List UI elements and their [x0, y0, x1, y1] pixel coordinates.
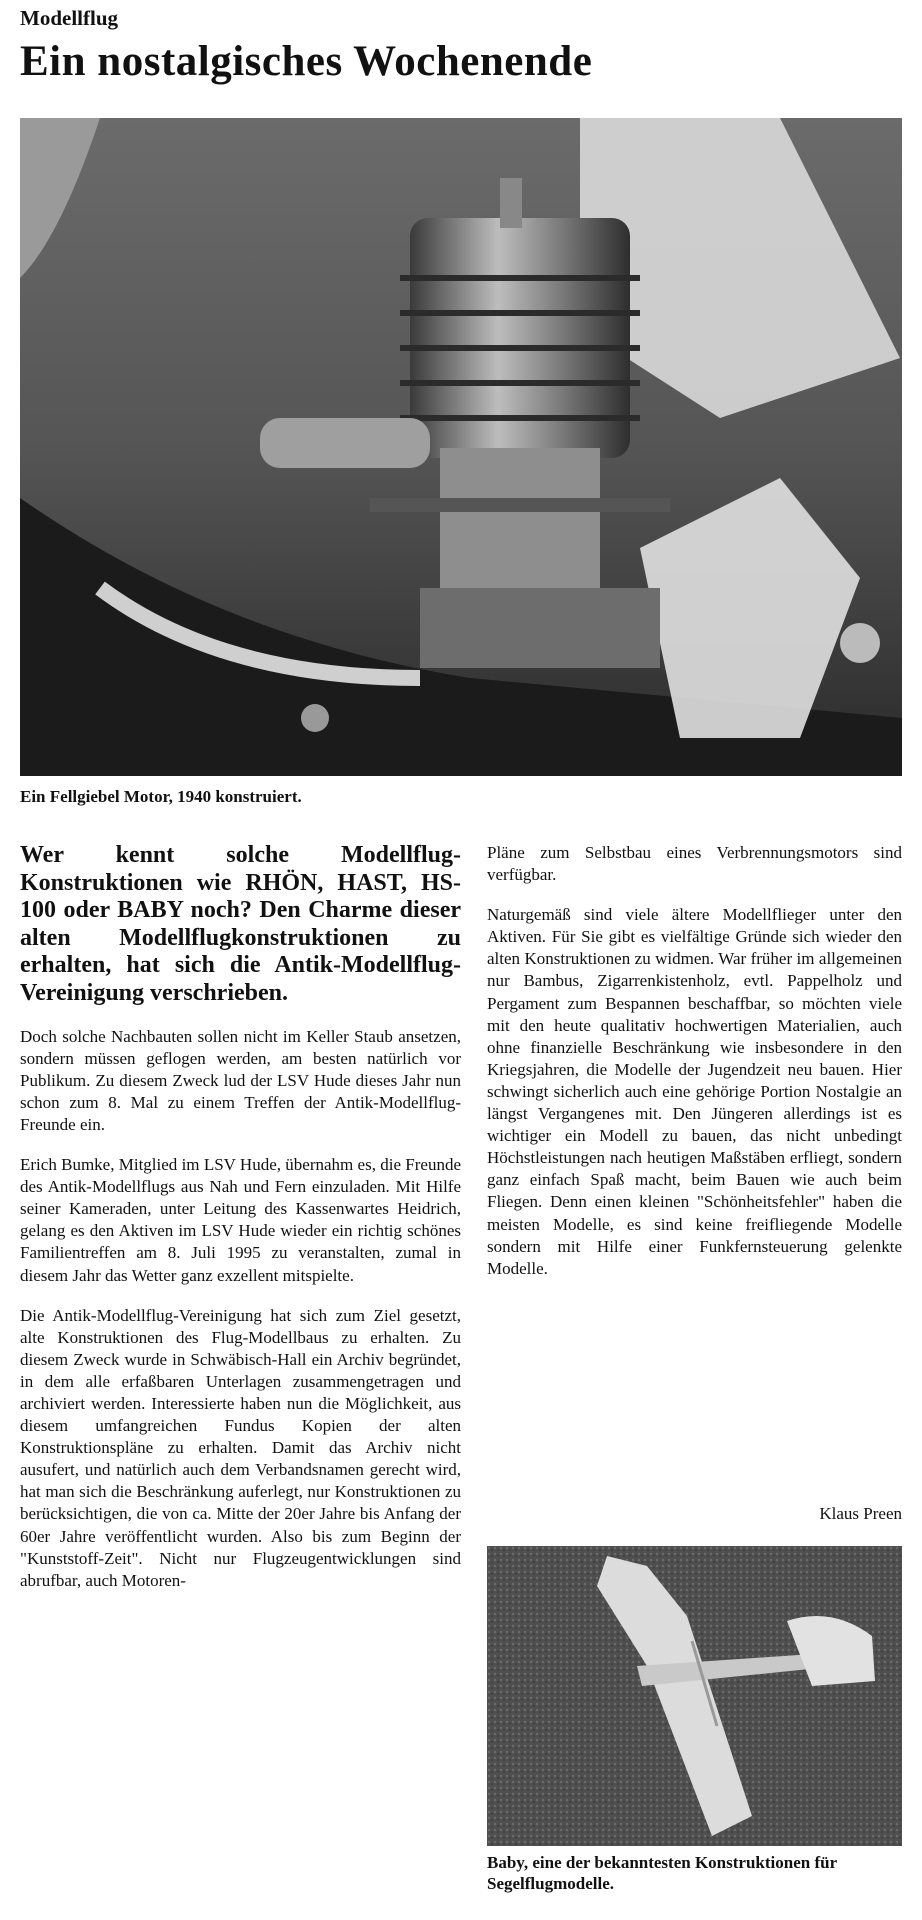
glider-photo [487, 1546, 902, 1846]
paragraph-2: Erich Bumke, Mitglied im LSV Hude, übernahm es, die Freunde des Antik-Modellflugs aus Nah und Fern einzuladen. Mit Hilfe seiner Kameraden, unter Leitung des Kassenwartes Heidrich, gelang es den Aktiven im LSV Hude wieder ein richtig schönes Familientreffen am 8. Juli 1995 zu veranstalten, zumal in diesem Jahr das Wetter ganz exzellent mitspielte. [20, 1155, 461, 1285]
engine-photo-caption: Ein Fellgiebel Motor, 1940 konstruiert. [20, 787, 302, 806]
author-name: Klaus Preen [819, 1504, 902, 1523]
glider-photo-caption: Baby, eine der bekanntesten Konstruktionen für Segelflugmodelle. [487, 1853, 837, 1894]
article-title: Ein nostalgisches Wochenende [20, 38, 593, 85]
paragraph-4: Pläne zum Selbstbau eines Verbrennungsmotors sind verfügbar. [487, 843, 902, 885]
left-column [20, 842, 461, 1610]
lead-paragraph: Wer kennt solche Modellflug-Konstruktionen wie RHÖN, HAST, HS-100 oder BABY noch? Den Charme dieser alten Modellflugkonstruktionen zu erhalten, hat sich die Antik-Modellflug-Vereinigung verschrieben. [20, 842, 461, 1006]
right-column [487, 842, 902, 1298]
engine-photo [20, 118, 902, 776]
section-label: Modellflug [20, 6, 118, 30]
paragraph-1: Doch solche Nachbauten sollen nicht im Keller Staub ansetzen, sondern müssen geflogen werden, am besten natürlich vor Publikum. Zu diesem Zweck lud der LSV Hude dieses Jahr nun schon zum 8. Mal zu einem Treffen der Antik-Modellflug-Freunde ein. [20, 1026, 461, 1134]
paragraph-5: Naturgemäß sind viele ältere Modellflieger unter den Aktiven. Für Sie gibt es vielfältige Gründe sich wieder den alten Konstruktionen zu widmen. War früher im allgemeinen nur Bambus, Zigarrenkistenholz, evtl. Pappelholz und Pergament zum Bespannen beschaffbar, so möchten viele mit den heute qualitativ hochwertigen Materialien, auch ohne finanzielle Beschränkung wie insbesondere in den Kriegsjahren, die Modelle der Jugendzeit neu bauen. Hier schwingt sicherlich auch eine gehörige Portion Nostalgie an längst Vergangenes mit. Den Jüngeren allerdings ist es wichtiger ein Modell zu bauen, das nicht unbedingt Höchstleistungen nach heutigen Maßstäben erfliegt, sondern ganz einfach Spaß macht, beim Bauen wie auch beim Fliegen. Denn einen kleinen "Schönheitsfehler" haben die meisten Modelle, es sind keine freifliegende Modelle sondern mit Hilfe einer Funkfernsteuerung gelenkte Modelle. [487, 905, 902, 1278]
paragraph-3: Die Antik-Modellflug-Vereinigung hat sich zum Ziel gesetzt, alte Konstruktionen des Flug-Modellbaus zu erhalten. Zu diesem Zweck wurde in Schwäbisch-Hall ein Archiv begründet, in dem alle erfaßbaren Unterlagen zusammengetragen und archiviert werden. Interessierte haben nun die Möglichkeit, aus diesem umfangreichen Fundus Kopien der alten Konstruktionspläne zu erhalten. Damit das Archiv nicht ausufert, und natürlich auch dem Verbandsnamen gerecht wird, hat man sich die Beschränkung auferlegt, nur Konstruktionen zu berücksichtigen, die von ca. Mitte der 20er Jahre bis Anfang der 60er Jahre veröffentlicht wurden. Also bis zum Beginn der "Kunststoff-Zeit". Nicht nur Flugzeugentwicklungen sind abrufbar, auch Motoren- [20, 1305, 461, 1590]
